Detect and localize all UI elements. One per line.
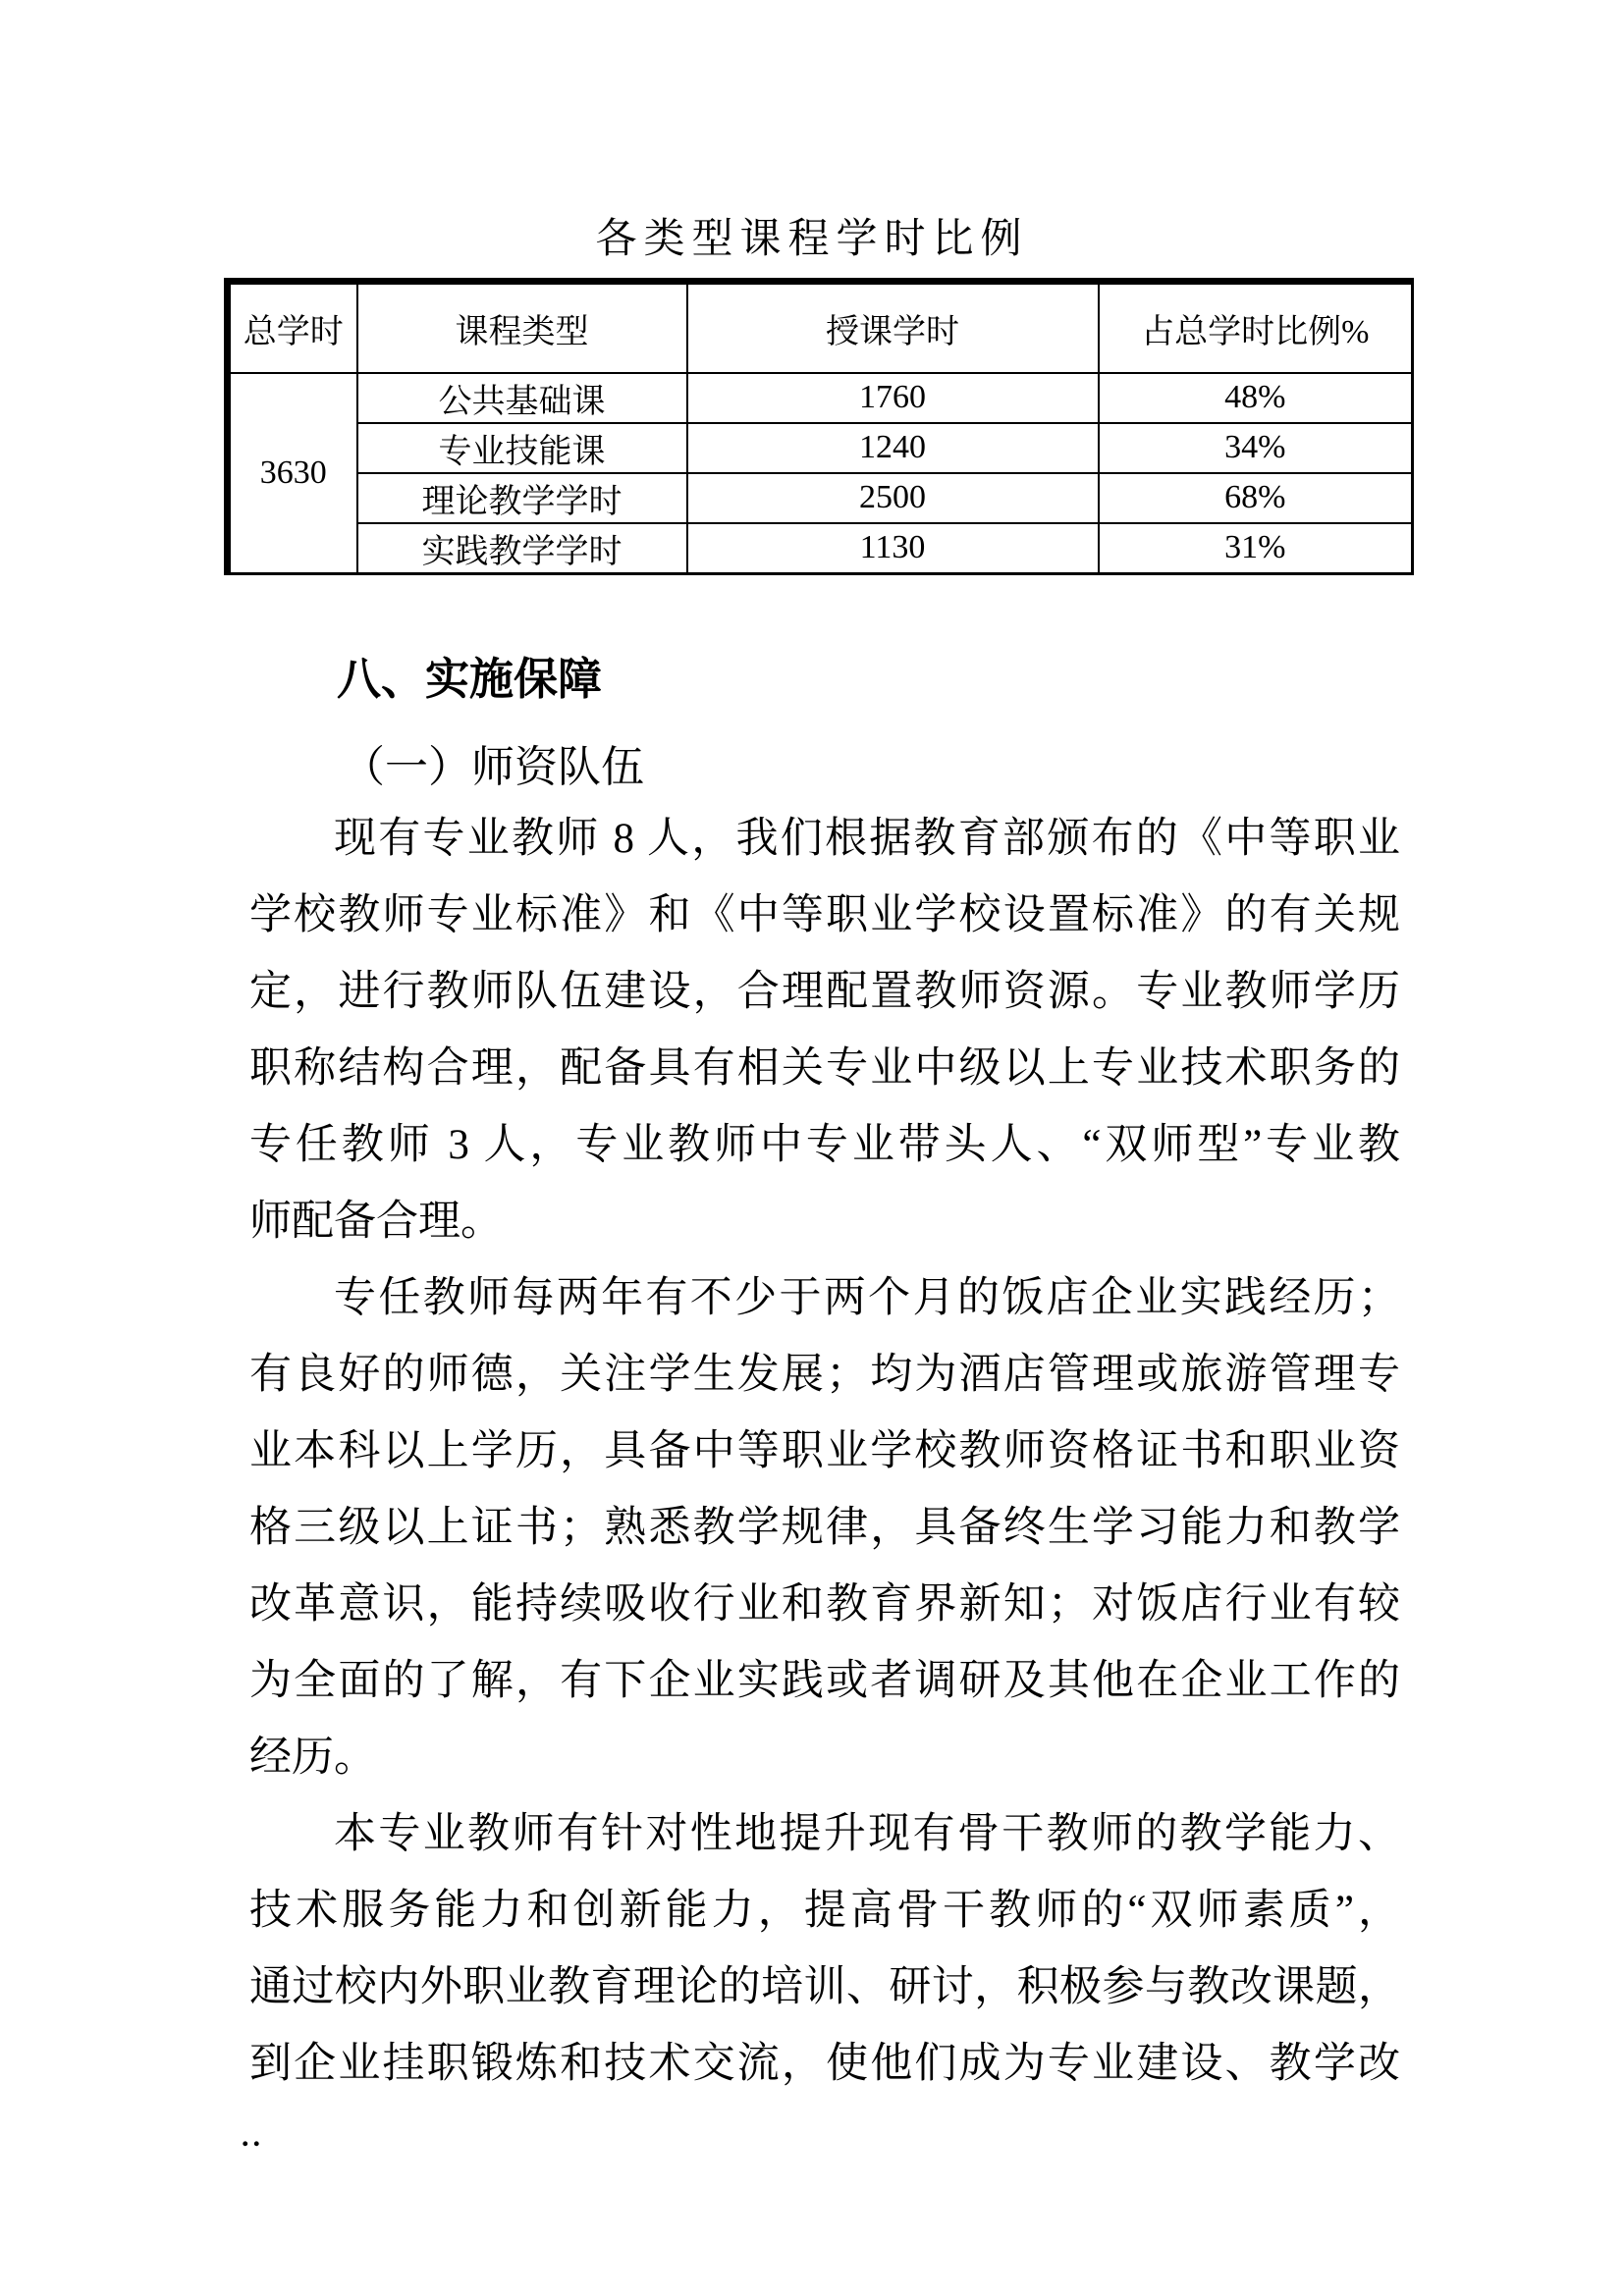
percent-cell: 48% xyxy=(1099,373,1413,423)
body-text-line: 经历。 xyxy=(249,1735,376,1781)
course-type-cell: 理论教学学时 xyxy=(357,473,687,523)
percent-cell: 68% xyxy=(1099,473,1413,523)
course-type-cell: 公共基础课 xyxy=(357,373,687,423)
table-header-row xyxy=(228,282,1413,373)
table-row xyxy=(228,523,1413,574)
course-type-cell: 专业技能课 xyxy=(357,423,687,473)
body-text-line: 格三级以上证书；熟悉教学规律，具备终生学习能力和教学 xyxy=(249,1505,1400,1551)
table-row xyxy=(228,423,1413,473)
hours-cell: 1240 xyxy=(687,423,1099,473)
hours-cell: 2500 xyxy=(687,473,1099,523)
body-text-line: 业本科以上学历，具备中等职业学校教师资格证书和职业资 xyxy=(249,1428,1400,1474)
body-text-line: 有良好的师德，关注学生发展；均为酒店管理或旅游管理专 xyxy=(249,1352,1400,1398)
body-text-line: 职称结构合理，配备具有相关专业中级以上专业技术职务的 xyxy=(249,1045,1400,1092)
percent-cell: 34% xyxy=(1099,423,1413,473)
body-text-line: 本专业教师有针对性地提升现有骨干教师的教学能力、 xyxy=(334,1811,1400,1857)
body-text-line: 专任教师每两年有不少于两个月的饭店企业实践经历； xyxy=(334,1275,1400,1321)
body-text-line: 到企业挂职锻炼和技术交流，使他们成为专业建设、教学改 xyxy=(249,2041,1400,2087)
body-text-line: 为全面的了解，有下企业实践或者调研及其他在企业工作的 xyxy=(249,1658,1400,1704)
percent-cell: 31% xyxy=(1099,523,1413,574)
body-text-line: 现有专业教师 8 人，我们根据教育部颁布的《中等职业 xyxy=(334,816,1400,862)
subsection-heading: （一）师资队伍 xyxy=(342,743,644,791)
table-row xyxy=(228,473,1413,523)
body-text-line: 定，进行教师队伍建设，合理配置教师资源。专业教师学历 xyxy=(249,969,1400,1015)
body-text-block xyxy=(249,801,1400,2103)
body-text-line: 改革意识，能持续吸收行业和教育界新知；对饭店行业有较 xyxy=(249,1581,1400,1628)
body-text-line: 通过校内外职业教育理论的培训、研讨，积极参与教改课题， xyxy=(249,1964,1400,2010)
merged-total-cell: 3630 xyxy=(228,373,357,574)
table-title: 各类型课程学时比例 xyxy=(595,217,1029,262)
body-text-line: 专任教师 3 人，专业教师中专业带头人、“双师型”专业教 xyxy=(249,1122,1400,1168)
header-cell-course-type: 课程类型 xyxy=(357,282,687,373)
course-type-cell: 实践教学学时 xyxy=(357,523,687,574)
hours-cell: 1760 xyxy=(687,373,1099,423)
body-text-line: 学校教师专业标准》和《中等职业学校设置标准》的有关规 xyxy=(249,892,1400,938)
section-heading: 八、实施保障 xyxy=(337,654,603,704)
table-row xyxy=(228,373,1413,423)
header-cell-total-hours: 总学时 xyxy=(228,282,357,373)
hours-cell: 1130 xyxy=(687,523,1099,574)
body-text-line: 技术服务能力和创新能力，提高骨干教师的“双师素质”， xyxy=(249,1888,1400,1934)
body-text-line: 师配备合理。 xyxy=(249,1199,503,1245)
header-cell-percent: 占总学时比例% xyxy=(1099,282,1413,373)
header-cell-teaching-hours: 授课学时 xyxy=(687,282,1099,373)
course-hours-table xyxy=(224,278,1414,575)
footer-mark: .. xyxy=(242,2120,264,2153)
